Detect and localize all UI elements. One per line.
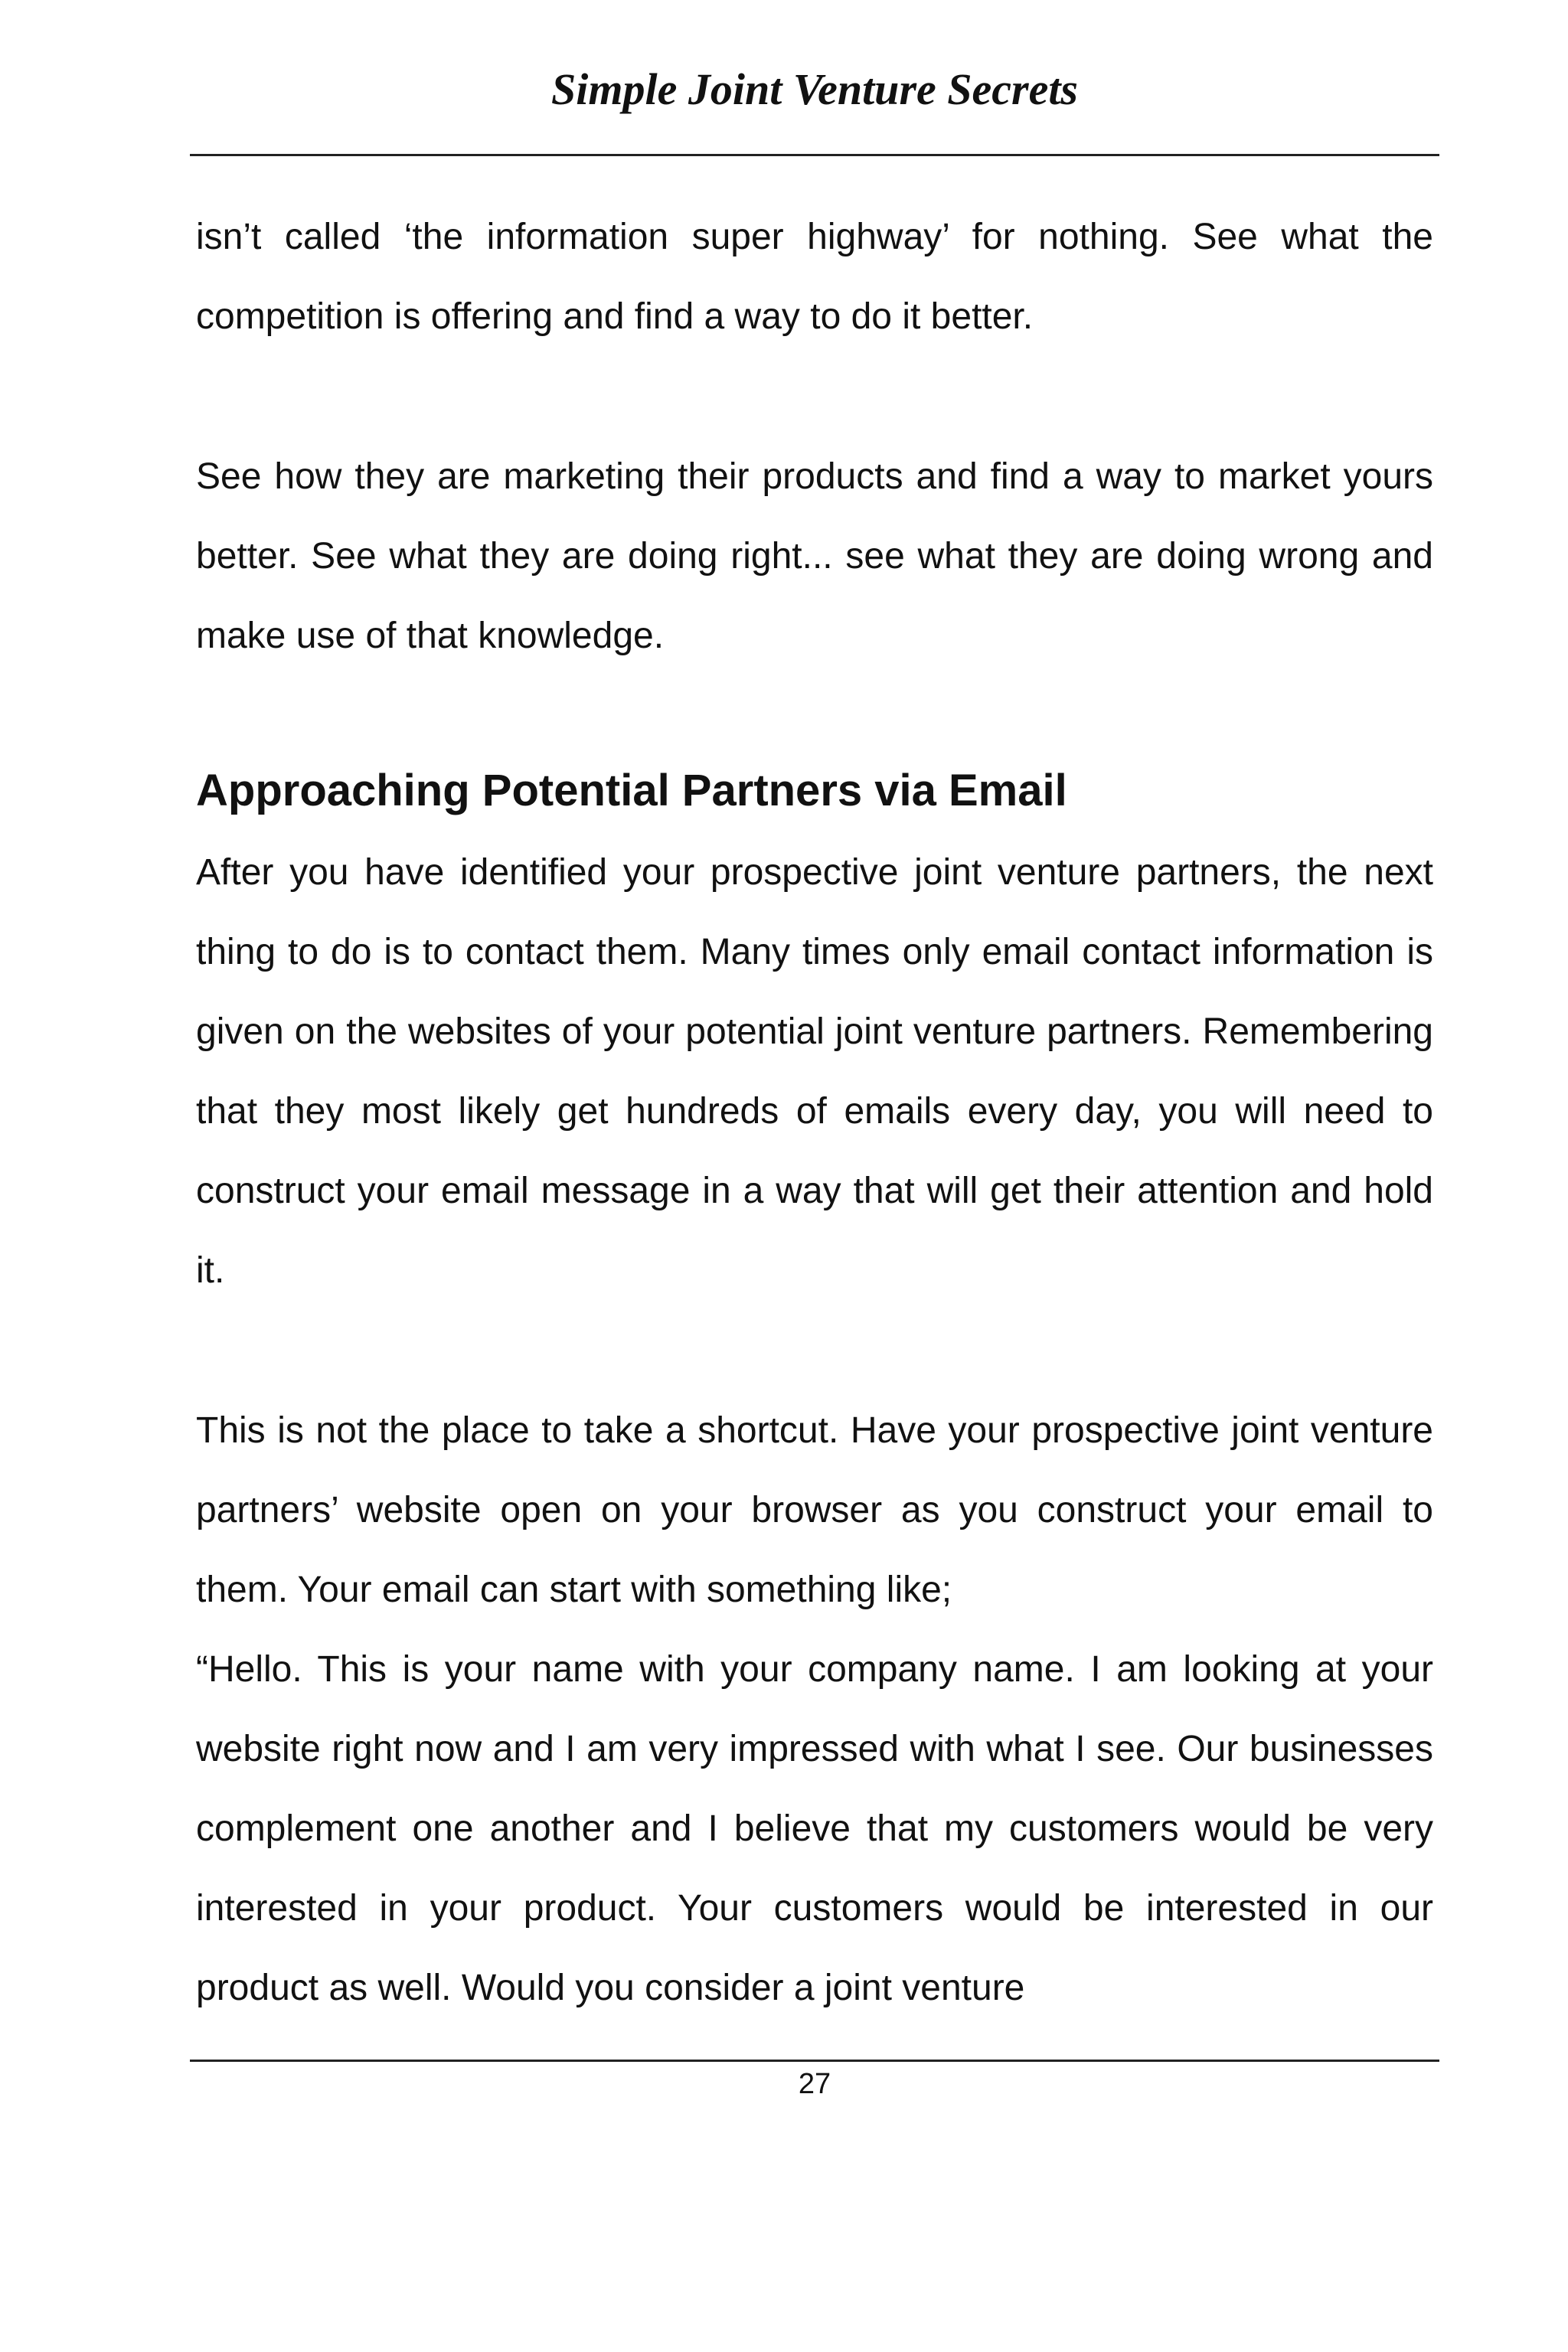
section-heading: Approaching Potential Partners via Email <box>196 766 1067 815</box>
page-body <box>196 198 1433 2028</box>
paragraph-email-example: “Hello. This is your name with your company name. I am looking at your website right now and I am very impressed with what I see. Our businesses complement one another and I believe that my customers would be very interested in your product. Your customers would be interested in our product as well. Would you consider a joint venture <box>196 1649 1433 2008</box>
paragraph-email-construction: This is not the place to take a shortcut. Have your prospective joint venture partners’ website open on your browser as you construct your email to them. Your email can start with something like; <box>196 1410 1433 1610</box>
paragraph-information-highway: isn’t called ‘the information super highway’ for nothing. See what the competition is offering and find a way to do it better. <box>196 217 1433 337</box>
footer-divider <box>190 2060 1439 2062</box>
page-number: 27 <box>798 2068 831 2100</box>
document-title: Simple Joint Venture Secrets <box>550 64 1078 114</box>
paragraph-contacting-partners: After you have identified your prospective joint venture partners, the next thing to do is to contact them. Many times only email contact information is given on the websites of your potential joint venture partners. Remembering that they most likely get hundreds of emails every day, you will need to construct your email message in a way that will get their attention and hold it. <box>196 852 1433 1291</box>
paragraph-competitor-marketing: See how they are marketing their products and find a way to market yours better. See what they are doing right... see what they are doing wrong and make use of that knowledge. <box>196 456 1433 656</box>
page-header <box>190 55 1439 156</box>
